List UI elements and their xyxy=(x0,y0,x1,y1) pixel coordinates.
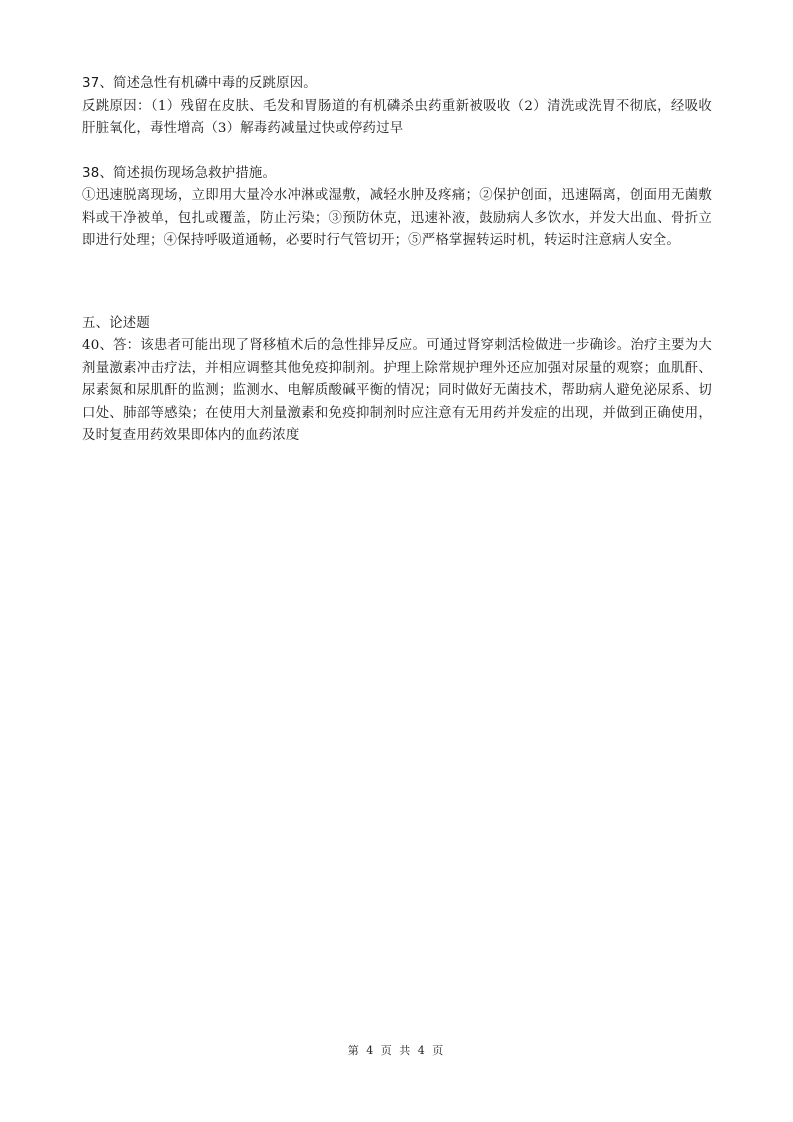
question-38 xyxy=(82,163,712,253)
section-essay xyxy=(82,313,712,448)
spacer xyxy=(82,253,712,313)
question-38-title: 38、简述损伤现场急救护措施。 xyxy=(82,165,277,181)
question-38-answer: ①迅速脱离现场，立即用大量冷水冲淋或湿敷，减轻水肿及疼痛；②保护创面，迅速隔离，创面用无菌敷料或干净被单，包扎或覆盖，防止污染；③预防休克，迅速补液，鼓励病人多饮水，并发大出血、骨折立即进行处理；④保持呼吸道通畅，必要时行气管切开；⑤严格掌握转运时机，转运时注意病人安全。 xyxy=(82,188,712,248)
question-37-title: 37、简述急性有机磷中毒的反跳原因。 xyxy=(82,76,317,91)
question-37-answer: 反跳原因：（1）残留在皮肤、毛发和胃肠道的有机磷杀虫药重新被吸收（2）清洗或洗胃不彻底，经吸收肝脏氧化，毒性增高（3）解毒药减量过快或停药过早 xyxy=(82,98,712,136)
page-content xyxy=(82,73,712,448)
section-essay-title: 五、论述题 xyxy=(82,315,150,331)
question-40-answer: 40、答：该患者可能出现了肾移植术后的急性排异反应。可通过肾穿刺活检做进一步确诊。治疗主要为大剂量激素冲击疗法，并相应调整其他免疫抑制剂。护理上除常规护理外还应加强对尿量的观察；血肌酐、尿素氮和尿肌酐的监测；监测水、电解质酸碱平衡的情况；同时做好无菌技术，帮助病人避免泌尿系、切口处、肺部等感染；在使用大剂量激素和免疫抑制剂时应注意有无用药并发症的出现，并做到正确使用，及时复查用药效果即体内的血药浓度 xyxy=(82,338,712,443)
spacer xyxy=(82,141,712,163)
question-37 xyxy=(82,73,712,141)
page-footer: 第 4 页 共 4 页 xyxy=(347,1044,446,1057)
